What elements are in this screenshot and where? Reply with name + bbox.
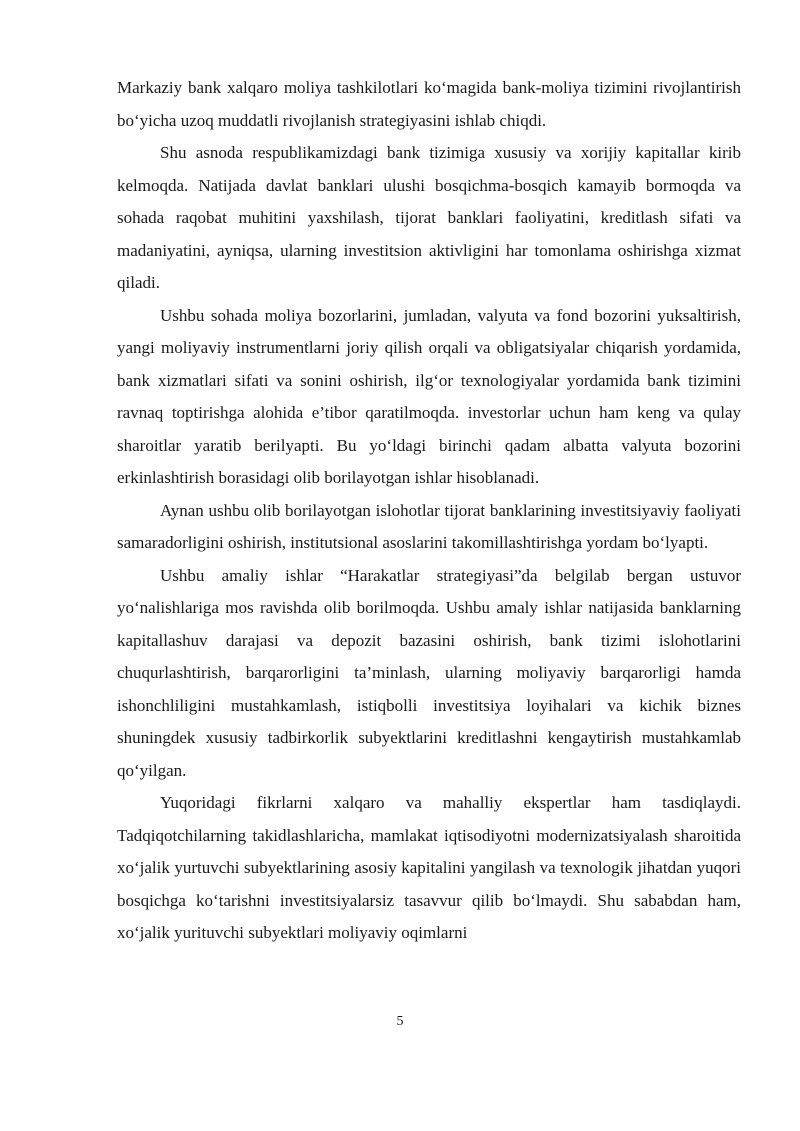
paragraph-4: Aynan ushbu olib borilayotgan islohotlar tijorat banklarining investitsiyaviy faoliyati samaradorligini oshirish, institutsional asoslarini takomillashtirishga yordam bo‘lyapti.	[117, 500, 741, 552]
paragraph-6: Yuqoridagi fikrlarni xalqaro va mahalliy ekspertlar ham tasdiqlaydi. Tadqiqotchilarning takidlashlaricha, mamlakat iqtisodiyotni modernizatsiyalash sharoitida xo‘jalik yurtuvchi subyektlarining asosiy kapitalini yangilash va texnologik jihatdan yuqori bosqichga ko‘tarishni investitsiyalarsiz tasavvur qilib bo‘lmaydi. Shu sababdan ham, xo‘jalik yurituvchi subyektlari moliyaviy oqimlarni	[117, 793, 741, 942]
page-number: 5	[396, 1014, 404, 1029]
paragraph-1: Markaziy bank xalqaro moliya tashkilotlari ko‘magida bank-moliya tizimini rivojlantirish bo‘yicha uzoq muddatli rivojlanish strategiyasini ishlab chiqdi.	[117, 78, 741, 130]
paragraph-2: Shu asnoda respublikamizdagi bank tizimiga xususiy va xorijiy kapitallar kirib kelmoqda. Natijada davlat banklari ulushi bosqichma-bosqich kamayib bormoqda va sohada raqobat muhitini yaxshilash, tijorat banklari faoliyatini, kreditlash sifati va madaniyatini, ayniqsa, ularning investitsion aktivligini har tomonlama oshirishga xizmat qiladi.	[117, 143, 741, 292]
paragraph-3: Ushbu sohada moliya bozorlarini, jumladan, valyuta va fond bozorini yuksaltirish, yangi moliyaviy instrumentlarni joriy qilish orqali va obligatsiyalar chiqarish yordamida, bank xizmatlari sifati va sonini oshirish, ilg‘or texnologiyalar yordamida bank tizimini ravnaq toptirishga alohida e’tibor qaratilmoqda. investorlar uchun ham keng va qulay sharoitlar yaratib berilyapti. Bu yo‘ldagi birinchi qadam albatta valyuta bozorini erkinlashtirish borasidagi olib borilayotgan ishlar hisoblanadi.	[117, 305, 741, 487]
paragraph-5: Ushbu amaliy ishlar “Harakatlar strategiyasi”da belgilab bergan ustuvor yo‘nalishlariga mos ravishda olib borilmoqda. Ushbu amaly ishlar natijasida banklarning kapitallashuv darajasi va depozit bazasini oshirish, bank tizimi islohotlarini chuqurlashtirish, barqarorligini ta’minlash, ularning moliyaviy barqarorligi hamda ishonchliligini mustahkamlash, istiqbolli investitsiya loyihalari va kichik biznes shuningdek xususiy tadbirkorlik subyektlarini kreditlashni kengaytirish mustahkamlab qo‘yilgan.	[117, 565, 741, 780]
body-text	[117, 72, 741, 950]
